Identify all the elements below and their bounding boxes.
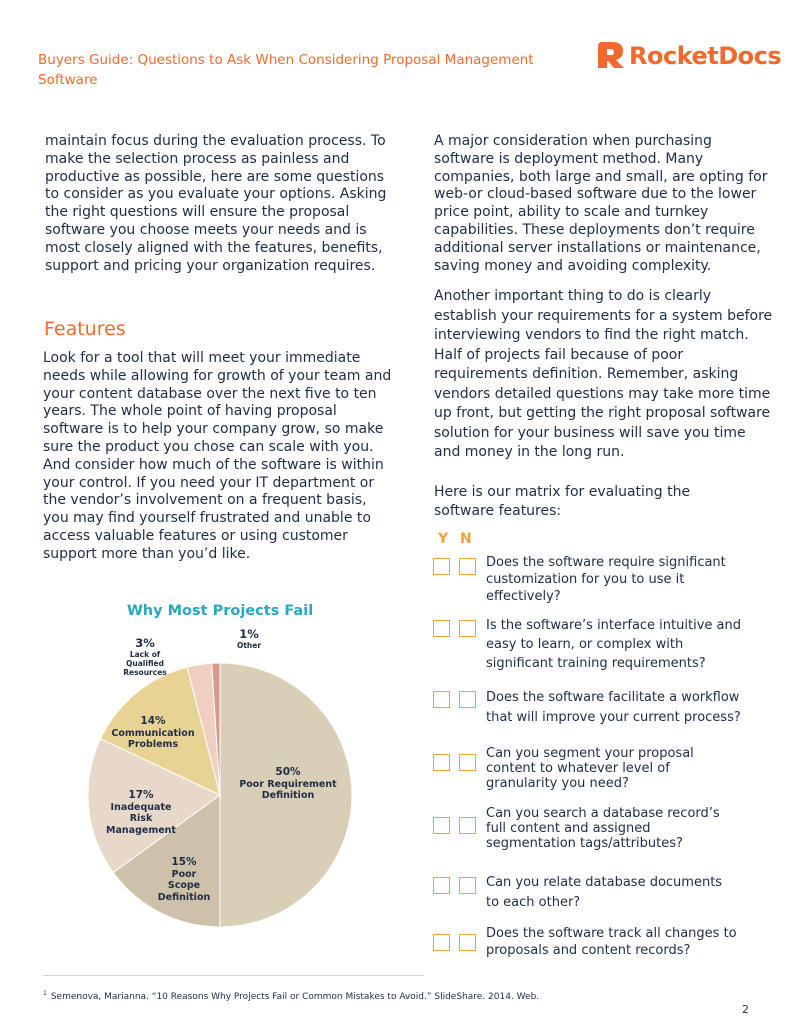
chart-label-poor-requirement bbox=[232, 767, 344, 802]
yes-checkbox[interactable] bbox=[433, 817, 450, 834]
matrix-intro-paragraph: Here is our matrix for evaluating the software features: bbox=[434, 484, 691, 519]
slice-pct-label: 17% bbox=[128, 789, 154, 801]
slice-pct-label: 50% bbox=[275, 766, 301, 778]
no-checkbox[interactable] bbox=[459, 877, 476, 894]
chart-label-communication bbox=[106, 716, 200, 751]
yes-checkbox[interactable] bbox=[433, 877, 450, 894]
yes-checkbox[interactable] bbox=[433, 620, 450, 637]
no-checkbox[interactable] bbox=[459, 754, 476, 771]
slice-pct-label: 3% bbox=[135, 636, 155, 650]
page-number: 2 bbox=[742, 1003, 749, 1016]
slice-name-label: Communication Problems bbox=[111, 727, 195, 750]
matrix-question: Does the software require significant customization for you to use it effectively? bbox=[486, 555, 726, 604]
rocket-logo-icon bbox=[596, 40, 626, 70]
chart-label-other bbox=[226, 627, 272, 650]
chart-label-poor-scope bbox=[154, 857, 214, 903]
rocketdocs-logo bbox=[596, 40, 782, 76]
chart-label-inadequate-risk bbox=[103, 790, 179, 836]
slice-name-label: Poor Scope Definition bbox=[157, 868, 211, 903]
no-checkbox[interactable] bbox=[459, 691, 476, 708]
matrix-question: Does the software track all changes to proposals and content records? bbox=[486, 926, 737, 958]
slice-name-label: Poor Requirement Definition bbox=[239, 778, 337, 801]
yes-checkbox[interactable] bbox=[433, 754, 450, 771]
yes-checkbox[interactable] bbox=[433, 558, 450, 575]
footnote-divider bbox=[43, 975, 424, 976]
slice-pct-label: 1% bbox=[239, 627, 259, 641]
yes-checkbox[interactable] bbox=[433, 934, 450, 951]
requirements-paragraph: Another important thing to do is clearly establish your requirements for a system before interviewing vendors to find the right match. Half of projects fail because of poor requirements definition. Remember, asking vendors detailed questions may take more time up front, but getting the right proposal software solution for your business will save you time and money in the long run. bbox=[434, 288, 773, 460]
yes-column-label: Y bbox=[438, 531, 449, 547]
no-checkbox[interactable] bbox=[459, 558, 476, 575]
deployment-paragraph: A major consideration when purchasing software is deployment method. Many companies, both large and small, are opting for web-or cloud-based software due to the lower price point, ability to scale and turnkey capabilities. These deployments don’t require additional server installations or maintenance, saving money and avoiding complexity. bbox=[434, 133, 768, 274]
footnote-text: Semenova, Marianna. “10 Reasons Why Projects Fail or Common Mistakes to Avoid.” SlideShare. 2014. Web. bbox=[50, 992, 540, 1002]
matrix-question: Does the software facilitate a workflow that will improve your current process? bbox=[486, 690, 741, 725]
no-column-label: N bbox=[460, 531, 472, 547]
chart-label-lack-resources bbox=[116, 636, 174, 677]
features-heading: Features bbox=[44, 318, 126, 340]
slice-name-label: Other bbox=[236, 641, 262, 650]
document-header-title: Buyers Guide: Questions to Ask When Considering Proposal Management Software bbox=[38, 52, 534, 88]
no-checkbox[interactable] bbox=[459, 620, 476, 637]
slice-pct-label: 15% bbox=[171, 856, 197, 868]
chart-title: Why Most Projects Fail bbox=[126, 603, 314, 619]
slice-name-label: Lack of Qualified Resources bbox=[123, 650, 167, 677]
yes-checkbox[interactable] bbox=[433, 691, 450, 708]
matrix-question: Can you relate database documents to each other? bbox=[486, 875, 723, 910]
slice-pct-label: 14% bbox=[140, 715, 166, 727]
matrix-question: Can you segment your proposal content to whatever level of granularity you need? bbox=[486, 746, 694, 791]
no-checkbox[interactable] bbox=[459, 934, 476, 951]
logo-wordmark: RocketDocs bbox=[629, 42, 782, 70]
matrix-question: Can you search a database record’s full content and assigned segmentation tags/attributes? bbox=[486, 806, 720, 851]
matrix-column-headers bbox=[438, 531, 482, 547]
footnote bbox=[43, 990, 539, 1002]
intro-paragraph: maintain focus during the evaluation process. To make the selection process as painless and productive as possible, here are some questions to consider as you evaluate your options. Asking the right questions will ensure the proposal software you choose meets your needs and is most closely aligned with the features, benefits, support and pricing your organization requires. bbox=[45, 133, 387, 274]
no-checkbox[interactable] bbox=[459, 817, 476, 834]
features-paragraph: Look for a tool that will meet your immediate needs while allowing for growth of your team and your content database over the next five to ten years. The whole point of having proposal software is to help your company grow, so make sure the product you chose can scale with you. And consider how much of the software is within your control. If you need your IT department or the vendor’s involvement on a frequent basis, you may find yourself frustrated and unable to access valuable features or using customer support more than you’d like. bbox=[43, 350, 392, 562]
matrix-question: Is the software’s interface intuitive and easy to learn, or complex with significant training requirements? bbox=[486, 618, 741, 671]
footnote-number: 1 bbox=[43, 990, 47, 997]
slice-name-label: Inadequate Risk Management bbox=[106, 801, 176, 836]
